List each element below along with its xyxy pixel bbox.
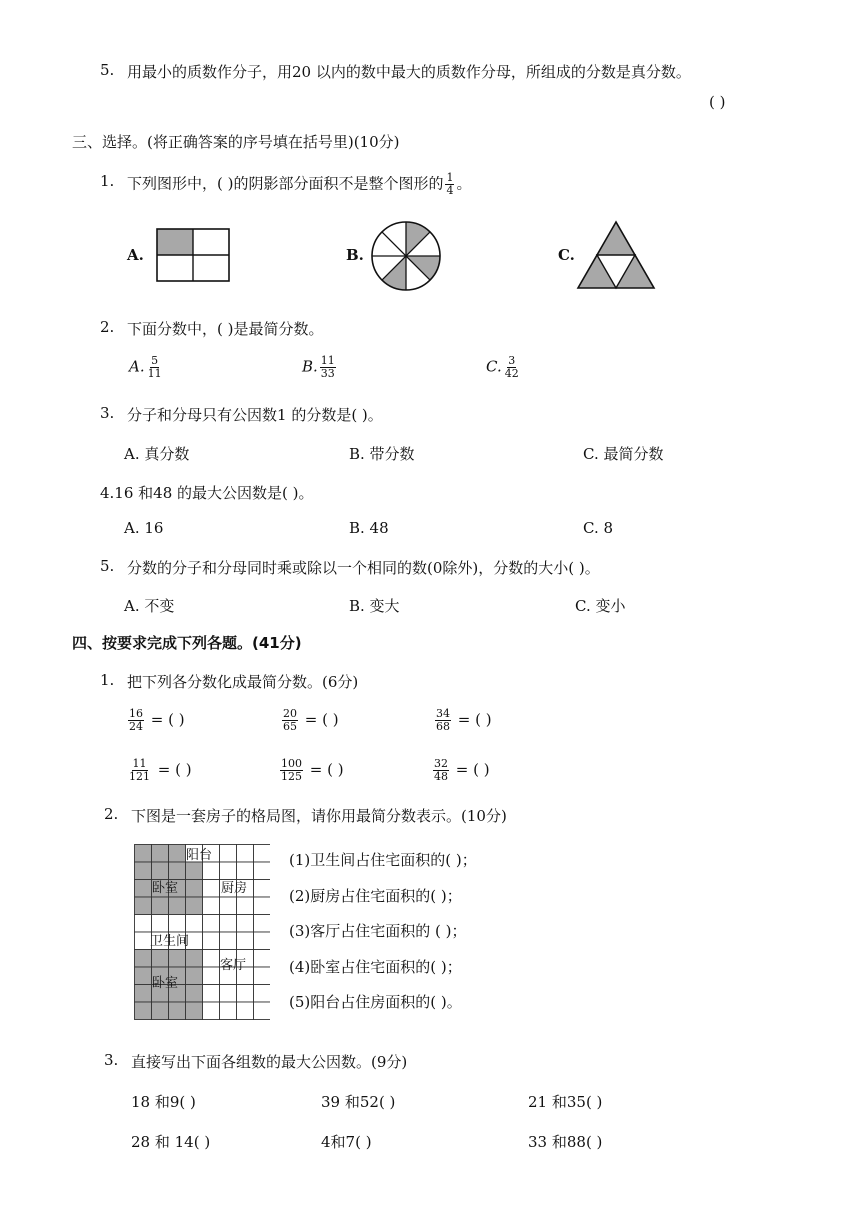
s4-q2-sub-4: (4)卧室占住宅面积的( )；: [289, 958, 462, 976]
simplify-item: [280, 708, 339, 733]
gcf-item: 33 和88( ): [528, 1133, 603, 1151]
grid-cell: [254, 950, 271, 968]
shaded-grid-cell: [135, 1002, 152, 1020]
s3-q1-text: [127, 172, 472, 197]
grid-cell: [220, 915, 237, 933]
floor-plan: [134, 844, 270, 1020]
s3-q3-option-c: C. 最简分数: [583, 445, 664, 463]
shaded-grid-cell: [186, 950, 203, 968]
s4-q2-sub-1: (1)卫生间占住宅面积的( )；: [289, 851, 477, 869]
room-label-kitchen: 厨房: [221, 881, 248, 896]
fraction-numerator: 16: [129, 707, 143, 720]
grid-cell: [237, 1002, 254, 1020]
fraction: [435, 708, 451, 733]
option-label: B.: [302, 357, 318, 376]
grid-cell: [254, 967, 271, 985]
grid-cell: [203, 915, 220, 933]
option-c-label: C.: [558, 246, 575, 264]
simplify-item: [126, 758, 192, 783]
shaded-grid-cell: [186, 862, 203, 880]
fraction-denominator: 121: [129, 770, 150, 783]
grid-cell: [237, 985, 254, 1003]
answer-blank: = ( ): [455, 760, 490, 779]
shaded-grid-cell: [135, 845, 152, 863]
grid-cell: [220, 897, 237, 915]
grid-cell: [254, 915, 271, 933]
gcf-item: 21 和35( ): [528, 1093, 603, 1111]
gcf-item: 39 和52( ): [321, 1093, 396, 1111]
s3-q2-number: 2.: [100, 318, 115, 336]
s3-q2-option-a: [129, 355, 165, 380]
grid-cell: [220, 845, 237, 863]
fraction: [282, 708, 298, 733]
gcf-item: 18 和9( ): [131, 1093, 196, 1111]
section-3-title: 三、选择。(将正确答案的序号填在括号里)(10分): [72, 133, 400, 151]
shaded-grid-cell: [186, 967, 203, 985]
grid-cell: [220, 932, 237, 950]
s3-q4-text: 4.16 和48 的最大公因数是( )。: [100, 484, 314, 502]
grid-cell: [203, 967, 220, 985]
s3-q5-option-c: C. 变小: [575, 597, 626, 615]
s3-q2-option-c: [486, 355, 522, 380]
grid-cell: [237, 932, 254, 950]
rectangle-figure: [155, 227, 231, 283]
fraction-numerator: 1: [446, 171, 454, 184]
fraction: [128, 708, 144, 733]
fraction: [504, 355, 520, 380]
fraction-denominator: 42: [504, 367, 519, 380]
fraction-numerator: 5: [151, 354, 159, 367]
grid-cell: [203, 950, 220, 968]
room-label-bedroom: 卧室: [152, 976, 179, 991]
s3-q1-text-before: 下列图形中，( )的阴影部分面积不是整个图形的: [127, 174, 444, 193]
fraction-denominator: 68: [436, 720, 450, 733]
s3-q4-option-a: A. 16: [124, 519, 164, 537]
shaded-grid-cell: [186, 985, 203, 1003]
fraction: [445, 172, 454, 197]
answer-blank: = ( ): [150, 710, 185, 729]
fraction-numerator: 3: [508, 354, 516, 367]
grid-cell: [254, 1002, 271, 1020]
shaded-grid-cell: [135, 985, 152, 1003]
option-b-label: B.: [346, 246, 364, 264]
grid-cell: [135, 915, 152, 933]
grid-cell: [237, 915, 254, 933]
room-label-bathroom: 卫生间: [150, 934, 190, 949]
circle-figure: [369, 219, 443, 293]
s4-q3-text: 直接写出下面各组数的最大公因数。(9分): [131, 1053, 408, 1071]
gcf-item: 28 和 14( ): [131, 1133, 211, 1151]
fraction-denominator: 24: [129, 720, 143, 733]
shaded-grid-cell: [135, 950, 152, 968]
answer-blank: = ( ): [457, 710, 492, 729]
s3-q5-number: 5.: [100, 557, 115, 575]
shaded-grid-cell: [186, 1002, 203, 1020]
fraction-denominator: 125: [281, 770, 302, 783]
answer-blank: = ( ): [309, 760, 344, 779]
fraction-numerator: 100: [281, 757, 302, 770]
grid-cell: [254, 862, 271, 880]
s3-q5-option-a: A. 不变: [124, 597, 175, 615]
fraction-numerator: 11: [320, 354, 335, 367]
fraction: [128, 758, 151, 783]
fraction: [147, 355, 163, 380]
grid-cell: [203, 1002, 220, 1020]
grid-cell: [237, 845, 254, 863]
s4-q3-number: 3.: [104, 1051, 119, 1069]
option-label: C.: [486, 357, 502, 376]
s4-q2-sub-2: (2)厨房占住宅面积的( )；: [289, 887, 462, 905]
shaded-grid-cell: [152, 845, 169, 863]
shaded-grid-cell: [152, 1002, 169, 1020]
shaded-grid-cell: [169, 1002, 186, 1020]
option-label: A.: [129, 357, 145, 376]
s3-q1-text-after: 。: [456, 174, 472, 193]
shaded-grid-cell: [135, 862, 152, 880]
grid-cell: [220, 985, 237, 1003]
fraction-denominator: 33: [320, 367, 335, 380]
grid-cell: [203, 985, 220, 1003]
grid-cell: [203, 932, 220, 950]
gcf-item: 4和7( ): [321, 1133, 372, 1151]
shaded-grid-cell: [152, 897, 169, 915]
fraction-denominator: 11: [147, 367, 162, 380]
fraction-numerator: 11: [132, 757, 147, 770]
fraction-denominator: 48: [434, 770, 448, 783]
answer-blank: = ( ): [304, 710, 339, 729]
shaded-grid-cell: [152, 950, 169, 968]
question-5-text: 用最小的质数作分子，用20 以内的数中最大的质数作分母，所组成的分数是真分数。: [127, 63, 691, 81]
fraction-denominator: 65: [283, 720, 297, 733]
shaded-cell: [157, 229, 193, 255]
s4-q2-sub-3: (3)客厅占住宅面积的 ( )；: [289, 922, 467, 940]
fraction: [320, 355, 336, 380]
section-4-title: 四、按要求完成下列各题。(41分): [72, 634, 302, 652]
s3-q5-text: 分数的分子和分母同时乘或除以一个相同的数(0除外)，分数的大小( )。: [127, 559, 600, 577]
s4-q2-text: 下图是一套房子的格局图，请你用最简分数表示。(10分): [131, 807, 507, 825]
simplify-item: [126, 708, 185, 733]
shaded-grid-cell: [186, 897, 203, 915]
simplify-item: [431, 758, 490, 783]
s4-q1-text: 把下列各分数化成最简分数。(6分): [127, 673, 359, 691]
grid-cell: [254, 880, 271, 898]
s3-q4-option-b: B. 48: [349, 519, 389, 537]
s3-q2-option-b: [302, 355, 338, 380]
grid-cell: [254, 845, 271, 863]
grid-cell: [254, 897, 271, 915]
s3-q5-option-b: B. 变大: [349, 597, 400, 615]
fraction-numerator: 34: [436, 707, 450, 720]
fraction: [433, 758, 449, 783]
answer-blank: = ( ): [157, 760, 192, 779]
shaded-grid-cell: [169, 897, 186, 915]
grid-cell: [203, 862, 220, 880]
triangle-figure: [575, 219, 657, 291]
grid-cell: [254, 932, 271, 950]
s3-q3-text: 分子和分母只有公因数1 的分数是( )。: [127, 406, 383, 424]
shaded-grid-cell: [169, 845, 186, 863]
option-a-label: A.: [127, 246, 144, 264]
s3-q1-number: 1.: [100, 172, 115, 190]
answer-paren: ( ): [709, 93, 726, 111]
fraction-numerator: 32: [434, 757, 448, 770]
shaded-grid-cell: [186, 880, 203, 898]
grid-cell: [254, 985, 271, 1003]
s4-q2-number: 2.: [104, 805, 119, 823]
room-label-balcony: 阳台: [186, 848, 213, 863]
question-5-number: 5.: [100, 61, 115, 79]
grid-cell: [220, 1002, 237, 1020]
room-label-living-room: 客厅: [220, 958, 247, 973]
grid-cell: [203, 897, 220, 915]
s3-q2-text: 下面分数中，( )是最简分数。: [127, 320, 324, 338]
s3-q3-option-b: B. 带分数: [349, 445, 415, 463]
shaded-grid-cell: [135, 967, 152, 985]
simplify-item: [278, 758, 344, 783]
fraction-denominator: 4: [446, 184, 454, 197]
s3-q3-option-a: A. 真分数: [124, 445, 190, 463]
shaded-grid-cell: [135, 880, 152, 898]
grid-cell: [237, 897, 254, 915]
fraction: [280, 758, 303, 783]
fraction-numerator: 20: [283, 707, 297, 720]
shaded-grid-cell: [135, 897, 152, 915]
simplify-item: [433, 708, 492, 733]
grid-cell: [135, 932, 152, 950]
s3-q3-number: 3.: [100, 404, 115, 422]
s4-q1-number: 1.: [100, 671, 115, 689]
grid-cell: [203, 880, 220, 898]
shaded-grid-cell: [169, 950, 186, 968]
s4-q2-sub-5: (5)阳台占住房面积的( )。: [289, 993, 462, 1011]
room-label-bedroom: 卧室: [152, 881, 179, 896]
s3-q4-option-c: C. 8: [583, 519, 614, 537]
